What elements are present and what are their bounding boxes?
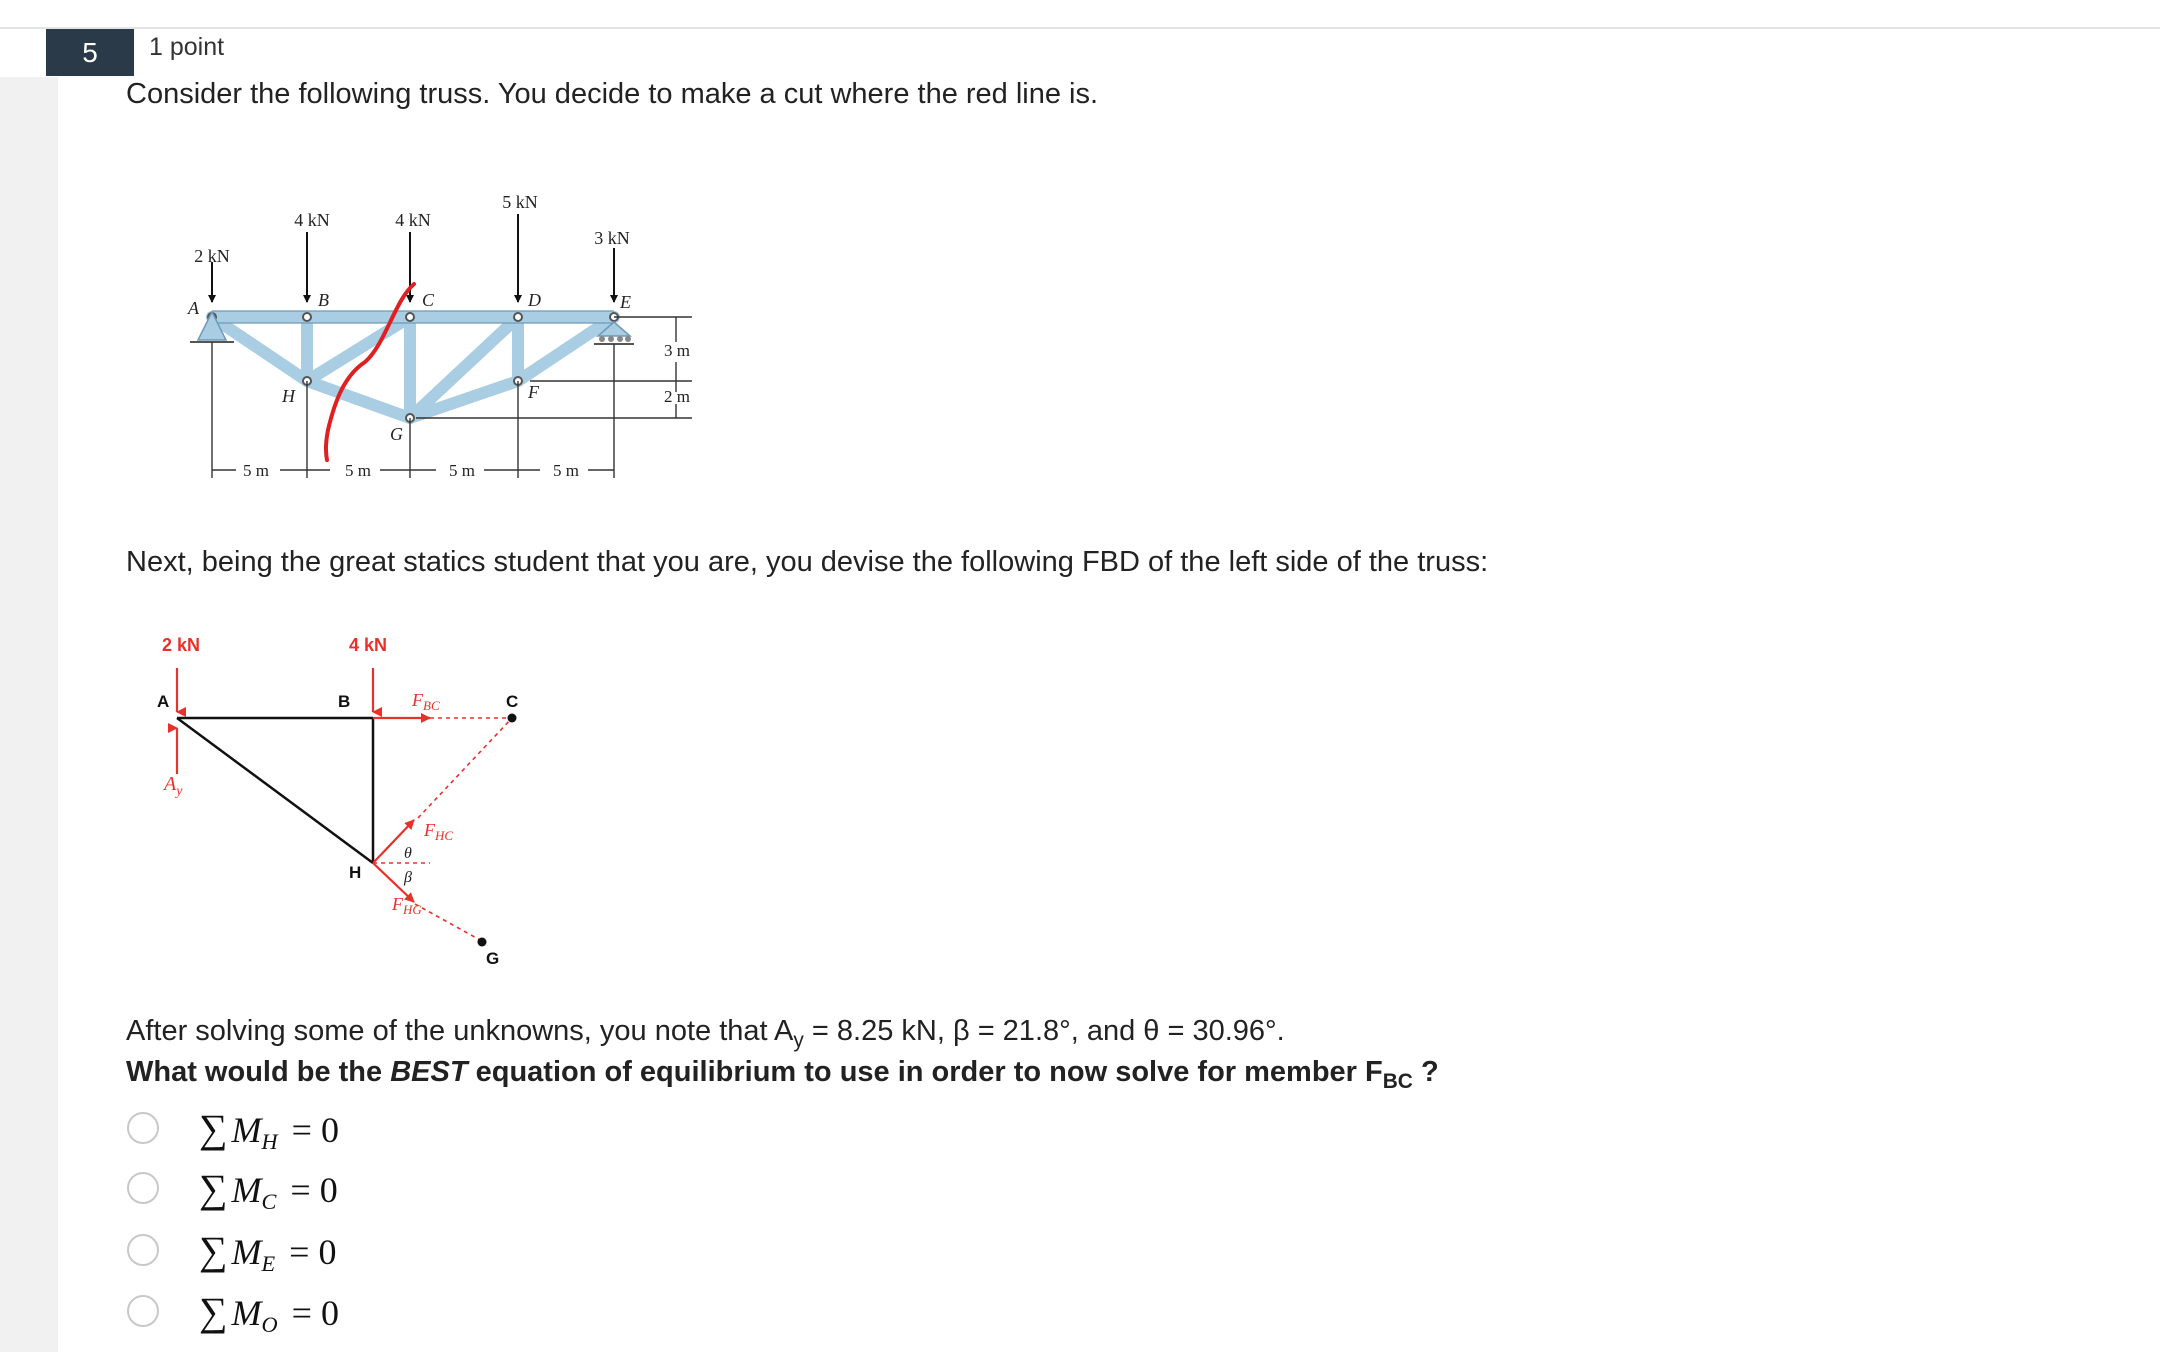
span-label-2: 5 m (345, 461, 371, 480)
prompt-sub: BC (1382, 1070, 1413, 1094)
option-2-equation: ∑ $M_C = 0$ (199, 1165, 338, 1215)
joint-label-b: B (318, 290, 329, 310)
given-values-sub: y (793, 1029, 804, 1053)
option-mh[interactable] (127, 1105, 339, 1155)
fbd-point-c (508, 714, 517, 723)
prompt-emphasis: BEST (390, 1056, 468, 1088)
joint-label-c: C (422, 290, 435, 310)
prompt-end: ? (1412, 1056, 1439, 1088)
joint-label-g: G (390, 424, 403, 444)
question-prompt (126, 1056, 1439, 1094)
fbd-label-h: H (349, 863, 362, 882)
fbd-label-a: A (157, 692, 170, 711)
fbd-angle-theta: θ (404, 845, 412, 862)
option-me[interactable] (127, 1227, 337, 1277)
radio-option-4[interactable] (127, 1295, 159, 1327)
option-1-equation: ∑ $M_H = 0$ (199, 1105, 339, 1155)
joint-label-f: F (528, 382, 539, 402)
truss-load-2kn: 2 kN (194, 246, 230, 266)
fbd-load-a: 2 kN (161, 635, 201, 655)
fbd-point-g (478, 938, 487, 947)
truss-load-5kn: 5 kN (502, 192, 538, 212)
question-intro: Consider the following truss. You decide to make a cut where the red line is. (126, 78, 1099, 110)
fbd-force-fhc: $F_{HC}$ (424, 820, 454, 843)
joint-label-a: A (188, 298, 199, 318)
option-mo[interactable] (127, 1288, 339, 1338)
given-values-suffix: = 8.25 kN, β = 21.8°, and θ = 30.96°. (803, 1015, 1285, 1047)
fbd-figure (140, 625, 560, 975)
fbd-label-b: B (338, 692, 351, 711)
span-label-3: 5 m (449, 461, 475, 480)
height-label-2: 2 m (664, 387, 690, 406)
joint-label-h: H (282, 386, 295, 406)
radio-option-2[interactable] (127, 1172, 159, 1204)
option-mc[interactable] (127, 1165, 338, 1215)
truss-load-3kn: 3 kN (594, 228, 630, 248)
truss-load-4kn-b: 4 kN (294, 210, 330, 230)
height-label-1: 3 m (664, 341, 690, 360)
prompt-main: What would be the (126, 1056, 391, 1088)
prompt-rest: equation of equilibrium to use in order to now solve for member F (467, 1056, 1383, 1088)
left-margin-strip (0, 77, 58, 1352)
option-3-equation: ∑ $M_E = 0$ (199, 1227, 337, 1277)
fbd-load-b: 4 kN (348, 635, 388, 655)
joint-label-d: D (528, 290, 541, 310)
joint-label-e: E (620, 292, 631, 312)
truss-members (212, 317, 614, 418)
span-label-4: 5 m (553, 461, 579, 480)
truss-load-4kn-c: 4 kN (395, 210, 431, 230)
given-values-prefix: After solving some of the unknowns, you note that A (126, 1015, 794, 1047)
option-4-equation: ∑ $M_O = 0$ (199, 1288, 339, 1338)
fbd-label-g: G (486, 949, 500, 968)
fbd-label-c: C (506, 692, 519, 711)
fbd-force-fbc: $F_{BC}$ (412, 690, 440, 713)
span-label-1: 5 m (243, 461, 269, 480)
question-points: 1 point (149, 33, 225, 61)
given-values (126, 1015, 1285, 1053)
top-divider (0, 27, 2160, 29)
truss-figure (160, 175, 720, 495)
radio-option-3[interactable] (127, 1234, 159, 1266)
radio-option-1[interactable] (127, 1112, 159, 1144)
fbd-label-ay: $A_y$ (164, 773, 183, 799)
fbd-intro: Next, being the great statics student that you are, you devise the following FBD of the left side of the truss: (126, 546, 1489, 578)
question-number-badge: 5 (46, 29, 134, 76)
fbd-angle-beta: β (404, 869, 412, 886)
fbd-force-fhg: $F_{HG}$ (392, 894, 422, 917)
